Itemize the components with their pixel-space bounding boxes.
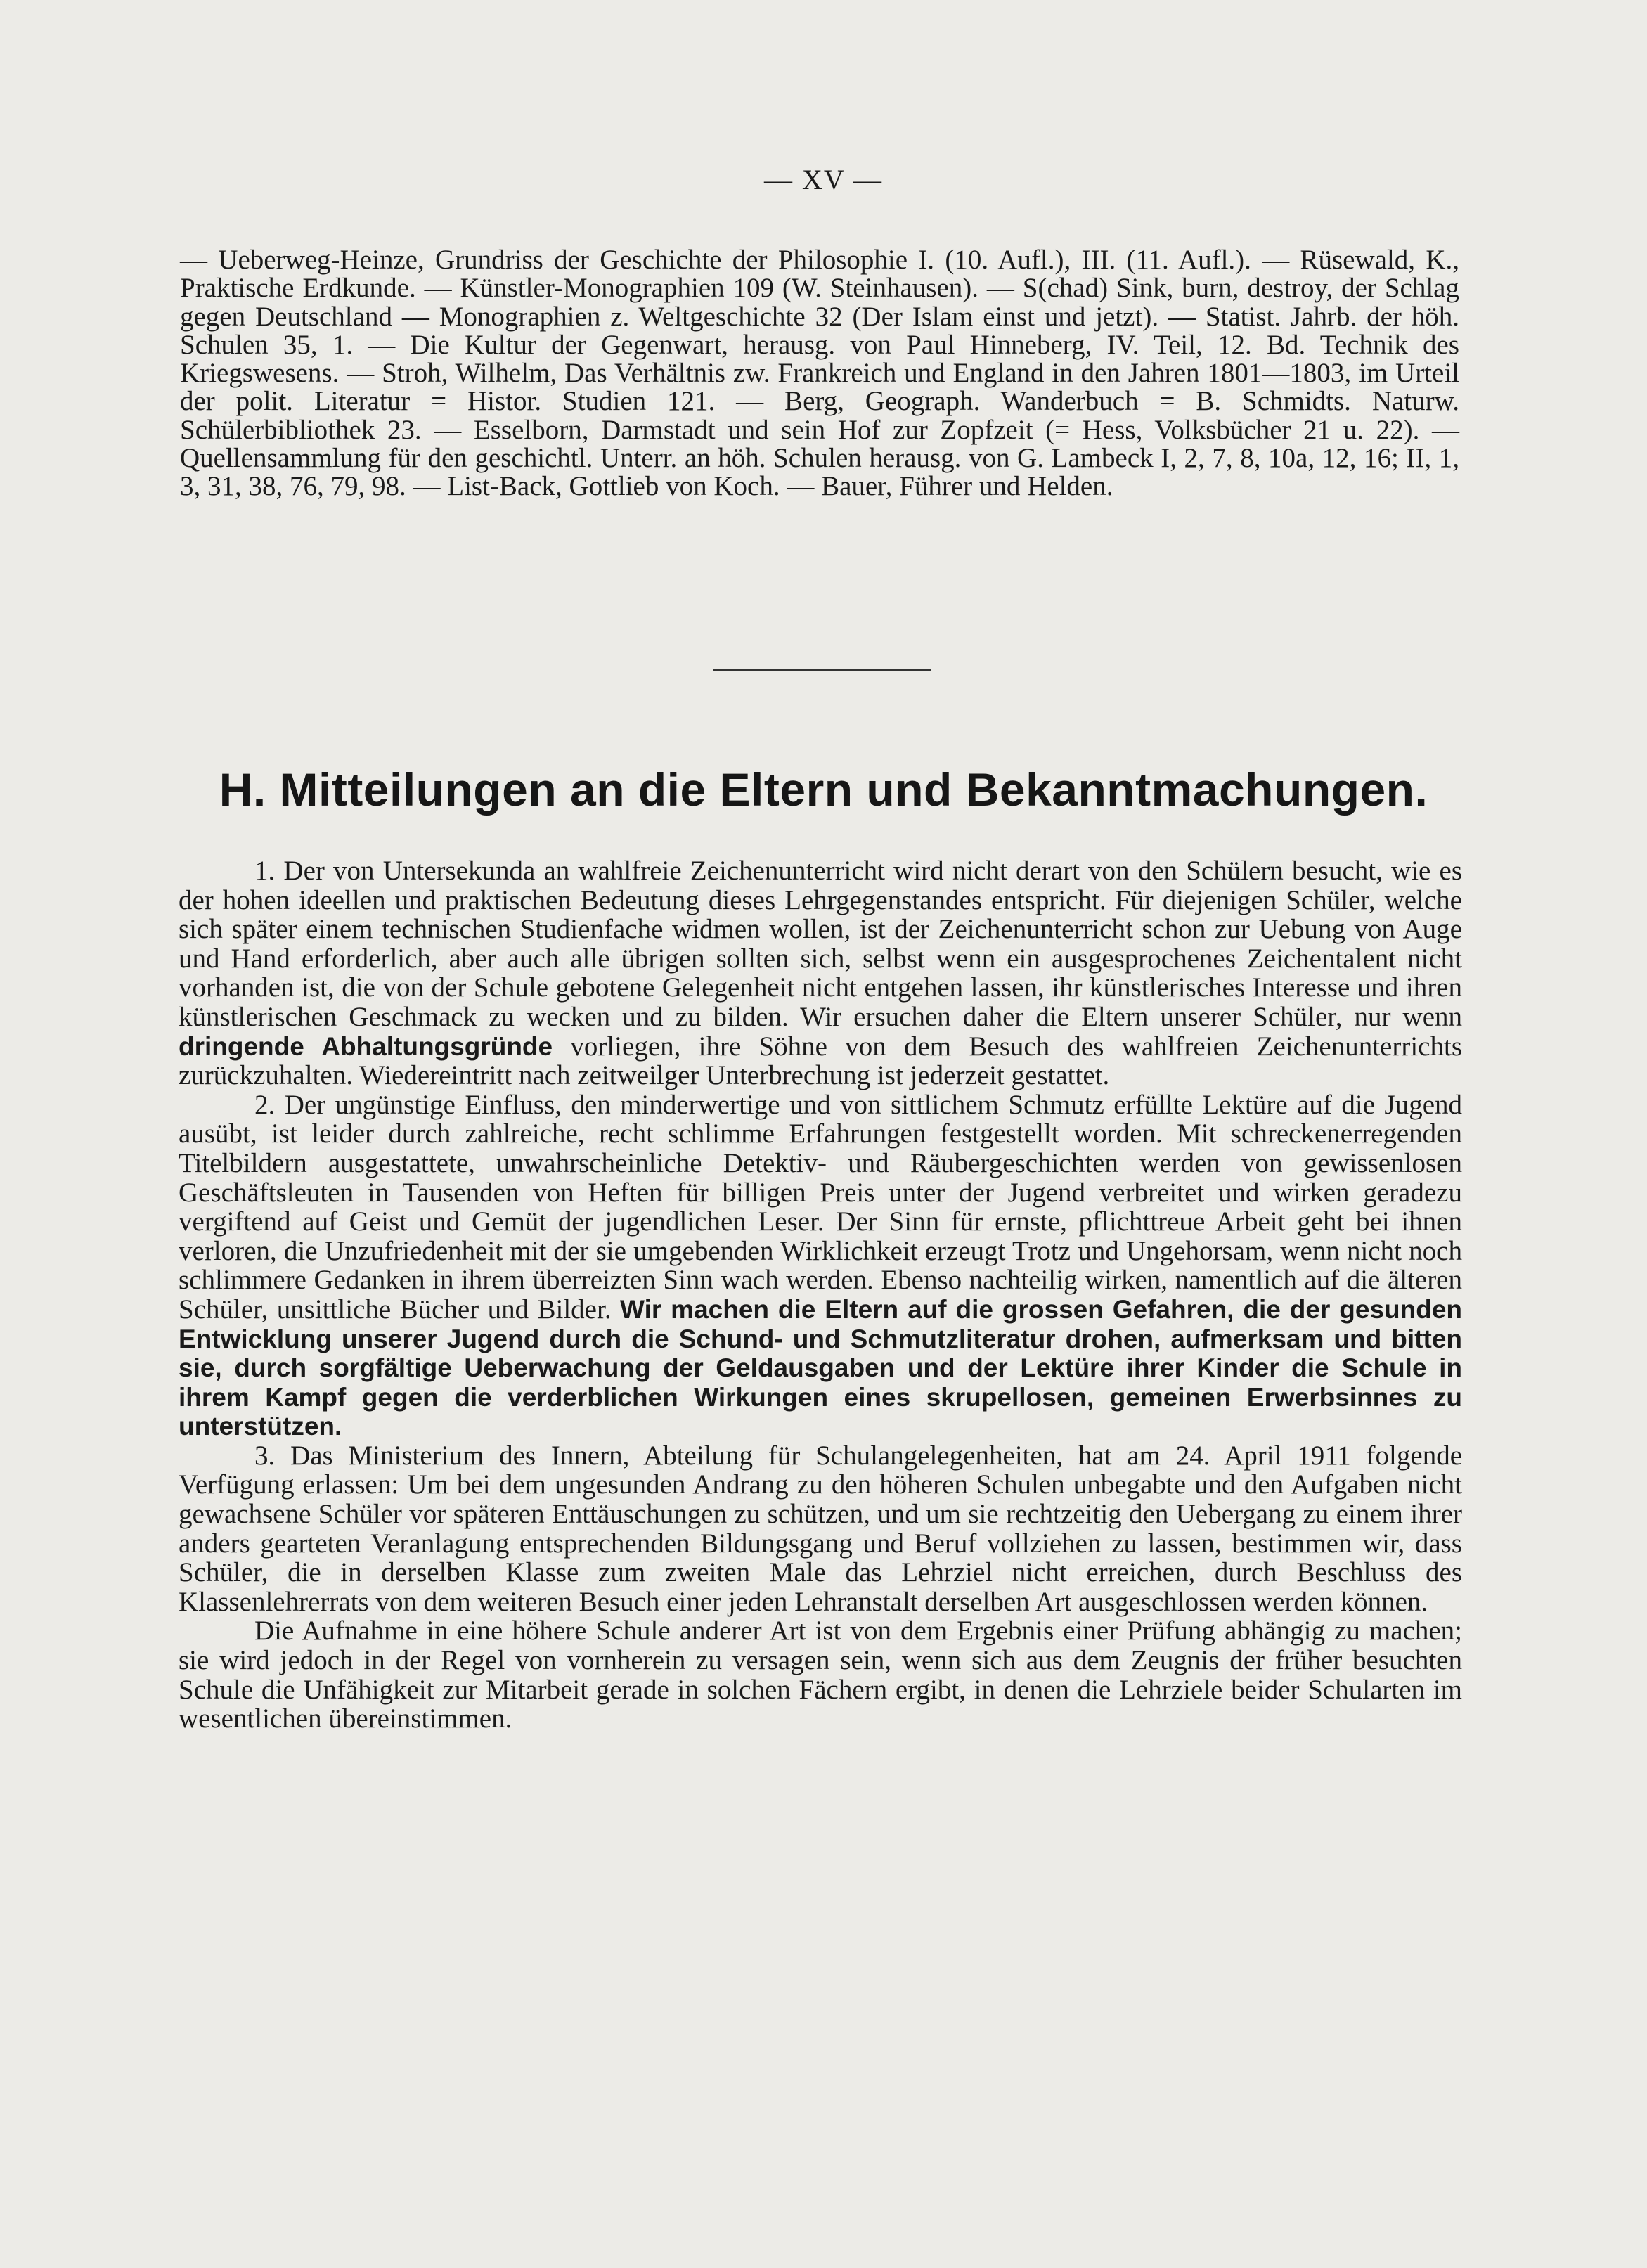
paragraph-1 <box>179 856 1462 1090</box>
paragraph-2-emphasis: Wir machen die Eltern auf die grossen Gefahren, die der gesunden Entwicklung unserer Jugend durch die Schund- und Schmutzliteratur drohen, aufmerksam und bitten sie, durch sorgfältige Ueberwachung der Geldausgaben und der Lektüre ihrer Kinder die Schule in ihrem Kampf gegen die verderblichen Wirkungen eines skrupellosen, gemeinen Erwerbsinnes zu unterstützen. <box>179 1294 1463 1441</box>
section-heading: H. Mitteilungen an die Eltern und Bekanntmachungen. <box>219 763 1428 816</box>
paragraph-1-text-a: 1. Der von Untersekunda an wahlfreie Zeichenunterricht wird nicht derart von den Schülern besucht, wie es der hohen ideellen und praktischen Bedeutung dieses Lehrgegenstandes entspricht. Für diejenigen Schüler, welche sich später einem technischen Studienfache widmen wollen, ist der Zeichenunterricht schon zur Uebung von Auge und Hand erforderlich, aber auch alle übrigen sollten sich, selbst wenn ein ausgesprochenes Zeichentalent nicht vorhanden ist, die von der Schule gebotene Gelegenheit nicht entgehen lassen, ihr künstlerisches Interesse und ihren künstlerischen Geschmack zu wecken und zu bilden. Wir ersuchen daher die Eltern unserer Schüler, nur wenn <box>179 856 1462 1032</box>
literature-text: — Ueberweg-Heinze, Grundriss der Geschichte der Philosophie I. (10. Aufl.), III. (11. Aufl.). — Rüsewald, K., Praktische Erdkunde. — Künstler-Monographien 109 (W. Steinhausen). — S(chad) Sink, burn, destroy, der Schlag gegen Deutschland — Monographien z. Weltgeschichte 32 (Der Islam einst und jetzt). — Statist. Jahrb. der höh. Schulen 35, 1. — Die Kultur der Gegenwart, herausg. von Paul Hinneberg, IV. Teil, 12. Bd. Technik des Kriegswesens. — Stroh, Wilhelm, Das Verhältnis zw. Frankreich und England in den Jahren 1801—1803, im Urteil der polit. Literatur = Histor. Studien 121. — Berg, Geograph. Wanderbuch = B. Schmidts. Naturw. Schülerbibliothek 23. — Esselborn, Darmstadt und sein Hof zur Zopfzeit (= Hess, Volksbücher 21 u. 22). — Quellensammlung für den geschichtl. Unterr. an höh. Schulen herausg. von G. Lambeck I, 2, 7, 8, 10a, 12, 16; II, 1, 3, 31, 38, 76, 79, 98. — List-Back, Gottlieb von Koch. — Bauer, Führer und Helden. <box>180 245 1459 502</box>
literature-list <box>180 246 1459 501</box>
section-divider <box>713 669 931 671</box>
paragraph-3: 3. Das Ministerium des Innern, Abteilung für Schulangelegenheiten, hat am 24. April 1911 folgende Verfügung erlassen: Um bei dem ungesunden Andrang zu den höheren Schulen unbegabte und den Aufgaben nicht gewachsene Schüler vor späteren Enttäuschungen zu schützen, und um sie rechtzeitig den Uebergang zu einem ihrer anders gearteten Veranlagung entsprechenden Bildungsgang und Beruf vollziehen zu lassen, bestimmen wir, dass Schüler, die in derselben Klasse zum zweiten Male das Lehrziel nicht erreichen, durch Beschluss des Klassenlehrerrats von dem weiteren Besuch einer jeden Lehranstalt derselben Art ausgeschlossen werden können. <box>179 1440 1462 1617</box>
page-number: — XV — <box>763 164 884 195</box>
paragraph-1-emphasis: dringende Abhaltungsgründe <box>179 1031 553 1061</box>
paragraph-2-text: 2. Der ungünstige Einfluss, den minderwertige und von sittlichem Schmutz erfüllte Lektüre auf die Jugend ausübt, ist leider durch zahlreiche, recht schlimme Erfahrungen festgestellt worden. Mit schreckenerregenden Titelbildern ausgestattete, unwahrscheinliche Detektiv- und Räubergeschichten werden von gewissenlosen Geschäftsleuten in Tausenden von Heften für billigen Preis unter der Jugend verbreitet und wirken geradezu vergiftend auf Geist und Gemüt der jugendlichen Leser. Der Sinn für ernste, pflichttreue Arbeit geht bei ihnen verloren, die Unzufriedenheit mit der sie umgebenden Wirklichkeit erzeugt Trotz und Ungehorsam, wenn nicht noch schlimmere Gedanken in ihrem überreizten Sinn wach werden. Ebenso nachteilig wirken, namentlich auf die älteren Schüler, unsittliche Bücher und Bilder. <box>179 1089 1462 1325</box>
paragraph-4: Die Aufnahme in eine höhere Schule anderer Art ist von dem Ergebnis einer Prüfung abhängig zu machen; sie wird jedoch in der Regel von vornherein zu versagen sein, wenn sich aus dem Zeugnis der früher besuchten Schule die Unfähigkeit zur Mitarbeit gerade in solchen Fächern ergibt, in denen die Lehrziele beider Schularten im wesentlichen übereinstimmen. <box>179 1616 1462 1734</box>
paragraph-1-text-b: vorliegen, ihre Söhne von dem Besuch des wahlfreien Zeichenunterrichts zurückzuhalten. Wiedereintritt nach zeitweilger Unterbrechung ist jederzeit gestattet. <box>179 1031 1462 1091</box>
body-text <box>179 856 1462 1734</box>
paragraph-2 <box>179 1090 1462 1441</box>
